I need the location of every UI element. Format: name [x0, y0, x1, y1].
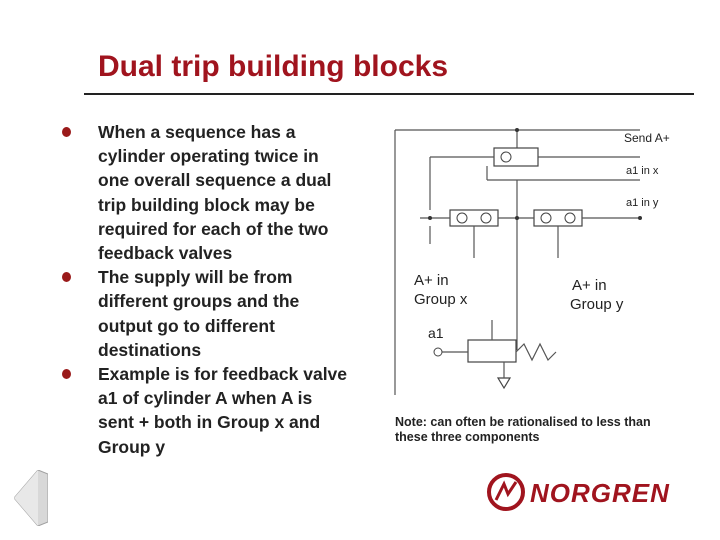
a1-in-y-label: a1 in y — [626, 197, 659, 209]
norgren-logo-text: NORGREN — [530, 478, 670, 508]
group-x-label-line2: Group x — [414, 291, 468, 308]
send-a-plus-label: Send A+ — [624, 131, 670, 145]
a1-in-x-label: a1 in x — [626, 165, 659, 177]
valve-a1-label: a1 — [428, 325, 444, 341]
bullet-text: Example is for feedback valve a1 of cylinder A when A is sent + both in Group x and Group y — [98, 364, 348, 457]
page-title: Dual trip building blocks — [98, 50, 449, 83]
bullet-text: When a sequence has a cylinder operating twice in one overall sequence a dual trip building block may be required for each of the two feedback valves — [98, 122, 332, 264]
group-x-label-line1: A+ in — [414, 272, 449, 289]
group-y-label-line2: Group y — [570, 296, 624, 313]
group-y-label-line1: A+ in — [572, 277, 607, 294]
bullet-text: The supply will be from different groups and the output go to different destinations — [98, 267, 300, 360]
note-text: Note: can often be rationalised to less than these three components — [395, 415, 651, 444]
